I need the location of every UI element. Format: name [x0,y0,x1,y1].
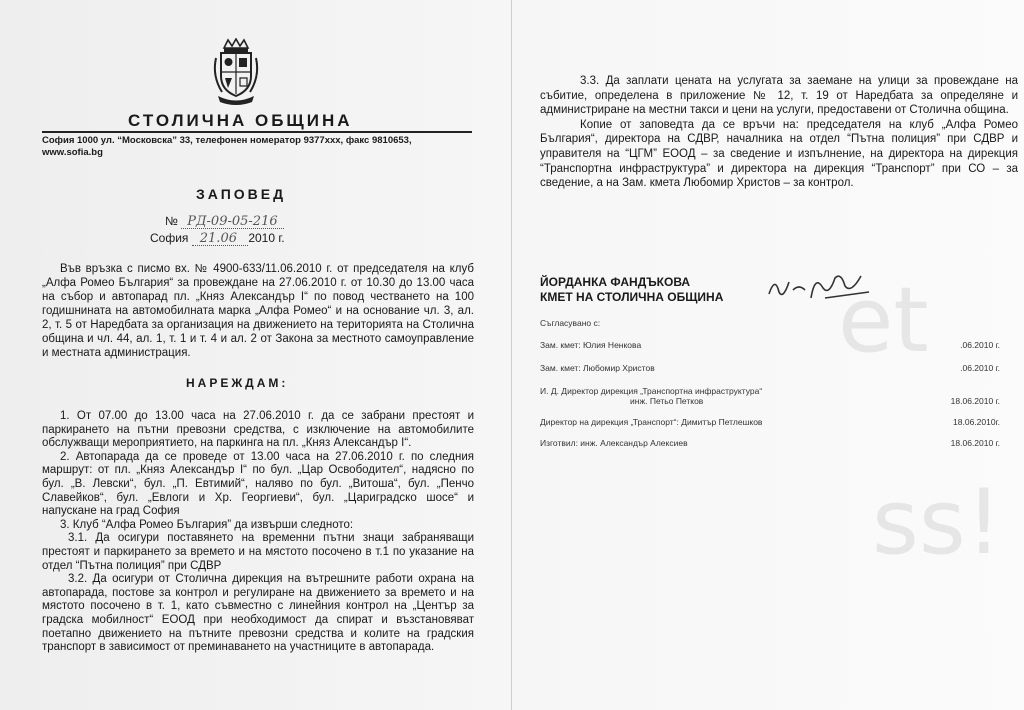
order-title: ЗАПОВЕД [196,186,287,202]
agreement-row [540,438,1000,448]
right-column-text [540,74,1018,191]
agreement-date: 18.06.2010 г. [950,438,1000,448]
address-line: София 1000 ул. “Московска” 33, телефонен номератор 9377xxx, факс 9810653, [42,135,412,146]
watermark-text: et [838,268,929,373]
agreement-date: 18.06.2010 г. [950,396,1000,406]
order-number-line [165,214,284,229]
order-number-label: № [165,214,178,228]
date-handwritten: 21.06 [199,231,237,246]
agreement-text-line2: инж. Петьо Петков [630,396,704,406]
order-number-handwritten: РД-09-05-216 [187,214,278,229]
agreement-text: И. Д. Директор дирекция „Транспортна инфраструктура“ [540,386,763,396]
org-address [42,135,412,159]
agreement-date: .06.2010 г. [960,363,1000,373]
agreement-row [540,386,1000,406]
order-items [42,410,474,655]
order-year: 2010 г. [248,231,285,245]
ordering-heading: НАРЕЖДАМ: [186,376,289,390]
order-item-3-3: 3.3. Да заплати цената на услугата за заемане на улици за провеждане на събитие, определена в приложение № 12, т. 19 от Наредбата за определяне и администриране на местни такси и цени на услуги, предоставени от Столична община. [540,75,1018,117]
org-name: СТОЛИЧНА ОБЩИНА [128,111,353,130]
agreement-text: Зам. кмет: Любомир Христов [540,363,655,373]
handwritten-signature-icon [765,270,875,302]
page-fold-line [511,0,512,710]
order-item-3-1: 3.1. Да осигури поставянето на временни пътни знаци забраняващи престоят и паркирането за времето и на мястото посочено в т.1 по указание на отдел “Пътна полиция” при СДВР [42,532,474,572]
mayor-signature-block [540,275,723,305]
sofia-coat-of-arms-icon [210,38,262,106]
order-city-date-line [150,231,285,246]
watermark-text: ss! [872,470,1002,575]
agreement-row [540,417,1000,427]
order-item-3: 3. Клуб “Алфа Ромео България” да извърши следното: [60,518,354,531]
order-item-1: 1. От 07.00 до 13.00 часа на 27.06.2010 г. да се забрани престоят и паркирането на пътни превозни средства, с изключение на автомобилите обслужващи мероприятието, на паркинга на пл. „Княз Александър I“. [42,410,474,450]
city-label: София [150,231,189,245]
agreement-row [540,363,1000,373]
agreement-text: Изготвил: инж. Александър Алексиев [540,438,688,448]
intro-paragraph: Във връзка с писмо вх. № 4900-633/11.06.2010 г. от председателя на клуб „Алфа Ромео България“ за провеждане на 27.06.2010 г. от 10.30 до 13.00 часа на събор и автопарад пл. „Княз Александър I“ по повод честването на 100 годишнината на автомобилната марка „Алфа Ромео“ и на основание чл. 3, ал. 2, т. 5 от Наредбата за организация на движението на територията на Столична община и чл. 44, ал. 1, т. 1 и т. 4 и ал. 2 от Закона за местното самоуправление и местната администрация. [42,263,474,359]
order-item-2: 2. Автопарада да се проведе от 13.00 часа на 27.06.2010 г. по следния маршрут: от пл. „Княз Александър I“ по бул. „Цар Освободител“, надясно по бул. „В. Левски“, бул. „П. Евтимий“, наляво по бул. „Витоша“, бул. „Пенчо Славейков“, бул. „Евлоги и Хр. Георгиеви“, бул. „Цариградско шосе“ и напускане на град София [42,450,474,518]
agreement-row [540,340,1000,350]
agreed-label: Съгласувано с: [540,318,601,328]
agreement-text: Зам. кмет: Юлия Ненкова [540,340,642,350]
website-link[interactable]: www.sofia.bg [42,147,103,158]
header-divider [42,131,472,133]
order-item-3-2: 3.2. Да осигури от Столична дирекция на вътрешните работи охрана на автопарада, постове за контрол и регулиране на движението за времето и на мястото посочено в т. 1, като съвместно с линейния контрол на „Център за градска мобилност“ ЕООД при необходимост да спират и възстановяват поетапно движението на пътните превозни средства и колите на градския транспорт в зависимост от преминаването на участниците в автопарада. [42,573,474,654]
mayor-title: КМЕТ НА СТОЛИЧНА ОБЩИНА [540,290,724,304]
agreement-date: 18.06.2010г. [953,417,1000,427]
copies-paragraph: Копие от заповедта да се връчи на: председателя на клуб „Алфа Ромео България“, директора на СДВР, началника на отдел “Пътна полиция” при СДВР и управителя на “ЦГМ” ЕООД – за сведение и изпълнение, на директора на дирекция “Транспортна инфраструктура” и директора на дирекция “Транспорт” при СО – за сведение, а на Зам. кмета Любомир Христов – за контрол. [540,118,1018,190]
agreement-date: .06.2010 г. [960,340,1000,350]
mayor-name: ЙОРДАНКА ФАНДЪКОВА [540,275,691,289]
agreement-text: Директор на дирекция „Транспорт“: Димитър Петлешков [540,417,763,427]
